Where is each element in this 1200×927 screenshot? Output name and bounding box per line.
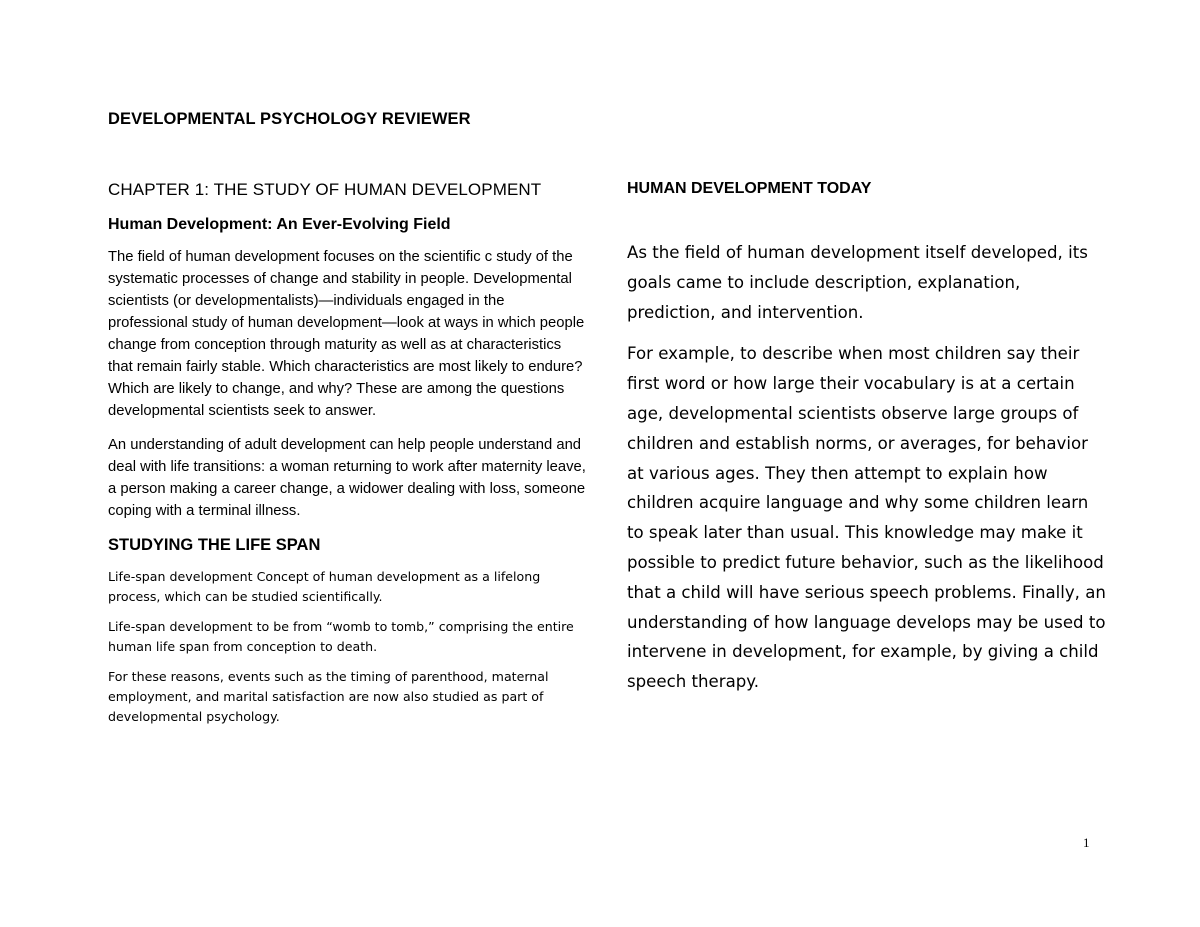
page-number: 1 xyxy=(1083,835,1090,850)
paragraph-adult-development: An understanding of adult development can help people understand and deal with life transitions: a woman returning to work after maternity leave, a person making a career change, a widower dealing with loss, someone coping with a terminal illness. xyxy=(108,437,586,519)
chapter-heading: CHAPTER 1: THE STUDY OF HUMAN DEVELOPMENT xyxy=(108,180,542,199)
subheading: Human Development: An Ever-Evolving Field xyxy=(108,216,451,233)
section-heading-life-span: STUDYING THE LIFE SPAN xyxy=(108,536,321,554)
paragraph-human-development: The field of human development focuses on the scientific c study of the systematic processes of change and stability in people. Developmental scientists (or developmentalists)—individuals engaged in the professional study of human development—look at ways in which people change from conception through maturity as well as at characteristics that remain fairly stable. Which characteristics are most likely to endure? Which are likely to change, and why? These are among the questions developmental scientists seek to answer. xyxy=(108,249,585,419)
paragraph-example: For example, to describe when most children say their first word or how large their vocabulary is at a certain age, developmental scientists observe large groups of children and establish norms, or averages, for behavior at various ages. They then attempt to explain how children acquire language and why some children learn to speak later than usual. This knowledge may make it possible to predict future behavior, such as the likelihood that a child will have serious speech problems. Finally, an understanding of how language develops may be used to intervene in development, for example, by giving a child speech therapy. xyxy=(627,344,1106,692)
paragraph-these-reasons: For these reasons, events such as the timing of parenthood, maternal employment, and marital satisfaction are now also studied as part of developmental psychology. xyxy=(108,669,549,724)
paragraph-life-span-concept: Life-span development Concept of human development as a lifelong process, which can be studied scientifically. xyxy=(108,569,541,604)
heading-human-development-today: HUMAN DEVELOPMENT TODAY xyxy=(627,180,872,197)
right-column xyxy=(627,180,1107,709)
paragraph-goals: As the field of human development itself developed, its goals came to include description, explanation, prediction, and intervention. xyxy=(627,243,1088,322)
left-column xyxy=(108,180,588,737)
document-title: DEVELOPMENTAL PSYCHOLOGY REVIEWER xyxy=(108,110,471,128)
paragraph-womb-to-tomb: Life-span development to be from “womb to tomb,” comprising the entire human life span from conception to death. xyxy=(108,619,574,654)
